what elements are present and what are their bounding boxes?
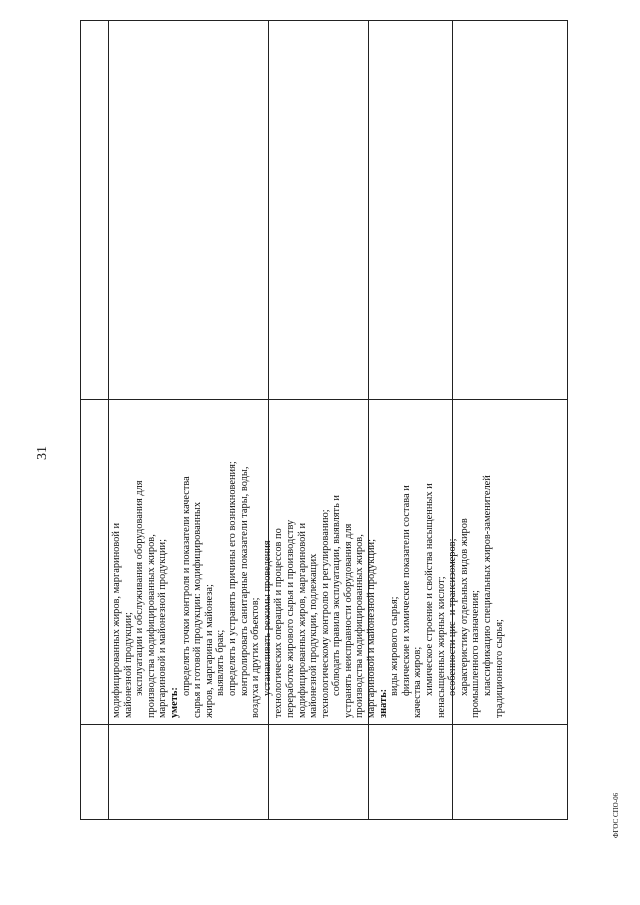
table-row	[109, 21, 505, 819]
text-line: переработке жирового сырья и производству	[284, 519, 296, 718]
table-row	[453, 21, 567, 819]
table-row	[81, 21, 109, 819]
text-line: соблюдать правила эксплуатации, выявлять и	[331, 495, 343, 696]
table-row	[269, 21, 369, 819]
text-line: особенности цис- и трансизомеров;	[447, 538, 459, 696]
text-line: физические и химические показатели состава и	[400, 485, 412, 696]
text-line: технологическому контролю и регулированию;	[319, 509, 331, 718]
page-number: 31	[35, 446, 50, 460]
table-cell	[369, 21, 452, 399]
text-line: качества жиров;	[412, 646, 424, 718]
table-cell	[81, 724, 108, 819]
text-line: промышленного назначения;	[470, 590, 482, 718]
table-cell	[269, 21, 368, 399]
text-line: выявлять брак;	[215, 629, 227, 696]
text-line: определять и устранять причины его возникновения;	[226, 461, 238, 696]
text-line: модифицированных жиров, маргариновой и	[111, 522, 122, 718]
text-line: маргариновой и майонезной продукции;	[157, 539, 169, 718]
text-line: производства модифицированных жиров,	[145, 534, 157, 718]
table-cell	[81, 21, 108, 399]
table-cell	[369, 399, 452, 724]
competency-content-cell	[109, 399, 505, 724]
text-line: характеристику отдельных видов жиров	[458, 518, 470, 696]
text-line: химическое строение и свойства насыщенных и	[424, 483, 436, 696]
text-line: ненасыщенных жирных кислот;	[435, 576, 447, 718]
text-line: жиров, маргарина и майонеза;	[203, 584, 215, 718]
text-line: майонезной продукции;	[122, 612, 134, 718]
table-cell	[109, 724, 268, 819]
text-line: устранять неисправности оборудования для	[342, 523, 354, 718]
curriculum-table	[80, 20, 568, 820]
text-line: сырья и готовой продукции: модифицированных	[192, 501, 204, 718]
section-heading: уметь:	[168, 687, 180, 718]
table-cell	[269, 399, 368, 724]
text-line: виды жирового сырья;	[389, 596, 401, 696]
text-line: определять точки контроля и показатели качества	[180, 476, 192, 696]
text-line: маргариновой и майонезной продукции;	[366, 539, 378, 718]
text-line: майонезной продукции, подлежащих	[308, 553, 320, 718]
table-row	[369, 21, 453, 819]
text-line: традиционного сырья;	[493, 619, 505, 718]
text-line: модифицированных жиров, маргариновой и	[296, 522, 308, 718]
text-line: контролировать санитарные показатели тары, воды,	[238, 466, 250, 696]
text-line: воздуха и других объектов;	[250, 597, 262, 718]
text-line: классификацию специальных жиров-заменителей	[482, 475, 493, 696]
table-cell	[453, 21, 567, 399]
text-line: технологических операций и процессов по	[273, 528, 285, 718]
section-heading: знать:	[377, 688, 389, 718]
curriculum-table-area	[80, 20, 568, 820]
text-line: производства модифицированных жиров,	[354, 534, 366, 718]
footer-code: ФГОС СПО-06	[612, 792, 620, 838]
table-cell	[269, 724, 368, 819]
table-cell	[369, 724, 452, 819]
table-cell	[81, 399, 108, 724]
table-cell	[453, 724, 567, 819]
table-cell	[109, 21, 268, 399]
text-line: устанавливать режимы проведения	[261, 540, 273, 696]
table-cell	[453, 399, 567, 724]
text-line: эксплуатации и обслуживания оборудования для	[134, 480, 146, 696]
